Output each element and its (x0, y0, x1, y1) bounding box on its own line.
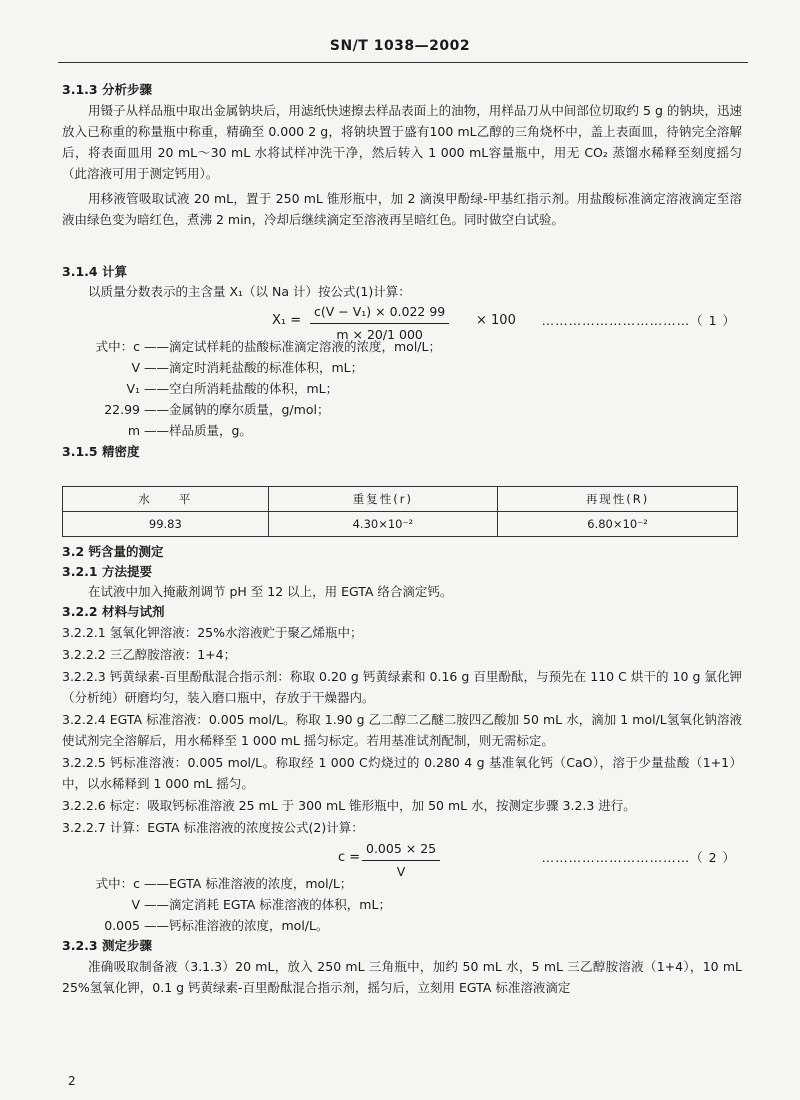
section-heading: 3.2.3 测定步骤 (62, 938, 152, 953)
legend-row (62, 378, 742, 399)
section-heading: 3.1.3 分析步骤 (62, 82, 152, 97)
formula-2 (62, 839, 742, 879)
table-header-row (63, 487, 738, 512)
formula-intro: 以质量分数表示的主含量 X₁（以 Na 计）按公式(1)计算： (88, 284, 411, 299)
legend-symbol: V (131, 360, 140, 375)
table-cell: 4.30×10⁻² (268, 512, 497, 537)
paragraph: 用移液管吸取试液 20 mL，置于 250 mL 锥形瓶中，加 2 滴溴甲酚绿-甲基红指示剂。用盐酸标准滴定溶液滴定至溶液由绿色变为暗红色，煮沸 2 min，冷却后继续滴定至溶液再呈暗红色。同时做空白试验。 (62, 191, 742, 227)
reagent-item: 3.2.2.6 标定：吸取钙标准溶液 25 mL 于 300 mL 锥形瓶中，加 50 mL 水，按测定步骤 3.2.3 进行。 (62, 798, 636, 813)
paragraph: 准确吸取制备液（3.1.3）20 mL，放入 250 mL 三角瓶中，加约 50 mL 水，5 mL 三乙醇胺溶液（1+4），10 mL 25%氢氧化钾，0.1 g 钙黄绿素-百里酚酞混合指示剂，摇匀后，立刻用 EGTA 标准溶液滴定 (62, 959, 742, 995)
paragraph: 用镊子从样品瓶中取出金属钠块后，用滤纸快速擦去样品表面上的油物，用样品刀从中间部位切取约 5 g 的钠块，迅速放入已称重的称量瓶中称重，精确至 0.000 2 g，将钠块置于盛有100 mL乙醇的三角烧杯中，盖上表面皿，待钠完全溶解后，将表面皿用 20 mL～30 mL 水将试样冲洗干净，然后转入 1 000 mL容量瓶中，用无 CO₂ 蒸馏水稀释至刻度摇匀（此溶液可用于测定钙用）。 (62, 103, 742, 181)
reagent-item: 3.2.2.1 氢氧化钾溶液：25%水溶液贮于聚乙烯瓶中； (62, 625, 363, 640)
legend-description: ——滴定时消耗盐酸的标准体积，mL； (144, 360, 364, 375)
table-row (63, 512, 738, 537)
section-3-2 (62, 542, 742, 998)
section-3-1-4 (62, 262, 742, 462)
page-number: 2 (68, 1074, 76, 1088)
reagent-item: 3.2.2.2 三乙醇胺溶液：1+4； (62, 647, 237, 662)
legend-description: ——样品质量，g。 (144, 423, 252, 438)
formula-lhs: X₁ = (272, 313, 302, 328)
formula-lhs: c = (338, 850, 361, 865)
formula-1 (62, 302, 742, 342)
section-heading: 3.1.4 计算 (62, 264, 127, 279)
reagent-item: 3.2.2.4 EGTA 标准溶液：0.005 mol/L。称取 1.90 g 乙二醇二乙醚二胺四乙酸加 50 mL 水，滴加 1 mol/L氢氧化钠溶液使试剂完全溶解后，用水稀释至 1 000 mL 摇匀标定。若用基准试剂配制，则无需标定。 (62, 712, 742, 748)
reagent-item: 3.2.2.5 钙标准溶液：0.005 mol/L。称取经 1 000 C灼烧过的 0.280 4 g 基准氧化钙（CaO），溶于少量盐酸（1+1）中，以水稀释到 1 000 mL 摇匀。 (62, 755, 742, 791)
legend-row (62, 399, 742, 420)
section-heading: 3.2 钙含量的测定 (62, 544, 164, 559)
legend-symbol: 0.005 (104, 918, 140, 933)
section-heading: 3.1.5 精密度 (62, 444, 140, 459)
legend-row (62, 420, 742, 441)
legend-description: ——空白所消耗盐酸的体积，mL； (144, 381, 339, 396)
table-cell: 6.80×10⁻² (498, 512, 738, 537)
reagent-list (62, 622, 742, 838)
legend-row (62, 357, 742, 378)
table-cell: 99.83 (63, 512, 269, 537)
section-heading: 3.2.1 方法提要 (62, 564, 152, 579)
formula-numerator: c(V − V₁) × 0.022 99 (310, 302, 449, 324)
standard-header: SN/T 1038—2002 (329, 38, 471, 54)
legend-description: ——滴定消耗 EGTA 标准溶液的体积，mL； (144, 897, 391, 912)
table-header: 再现性(R) (498, 487, 738, 512)
formula-number: ……………………………（ 2 ） (541, 850, 736, 865)
formula-fraction (310, 302, 449, 345)
header-rule (58, 62, 748, 63)
formula-numerator: 0.005 × 25 (362, 839, 440, 861)
reagent-item: 3.2.2.3 钙黄绿素-百里酚酞混合指示剂：称取 0.20 g 钙黄绿素和 0.16 g 百里酚酞，与预先在 110 C 烘干的 10 g 氯化钾（分析纯）研磨均匀，装入磨口瓶中，存放于干燥器内。 (62, 669, 742, 705)
section-heading: 3.2.2 材料与试剂 (62, 604, 165, 619)
legend-symbol: V (131, 897, 140, 912)
table-header: 重复性(r) (268, 487, 497, 512)
section-3-1-3 (62, 80, 742, 230)
legend-row (62, 894, 742, 915)
legend-description: ——金属钠的摩尔质量，g/mol； (144, 402, 330, 417)
formula-denominator: m × 20/1 000 (336, 327, 423, 342)
precision-table (62, 486, 738, 537)
legend-symbol: V₁ (126, 381, 140, 396)
legend-description: ——钙标准溶液的浓度，mol/L。 (144, 918, 329, 933)
legend-symbol: 式中：c (95, 339, 140, 354)
formula-tail: × 100 (476, 313, 516, 328)
table-header: 水 平 (63, 487, 269, 512)
legend-symbol: 22.99 (104, 402, 140, 417)
legend-row (62, 915, 742, 936)
paragraph: 在试液中加入掩蔽剂调节 pH 至 12 以上，用 EGTA 络合滴定钙。 (88, 584, 453, 599)
legend-symbol: m (127, 423, 140, 438)
formula-legend (62, 873, 742, 936)
legend-symbol: 式中：c (95, 876, 140, 891)
formula-number: ……………………………（ 1 ） (541, 313, 736, 328)
reagent-item: 3.2.2.7 计算：EGTA 标准溶液的浓度按公式(2)计算： (62, 820, 364, 835)
legend-description: ——EGTA 标准溶液的浓度，mol/L； (144, 876, 353, 891)
formula-legend (62, 336, 742, 441)
formula-denominator: V (396, 864, 406, 879)
formula-fraction (362, 839, 440, 882)
legend-description: ——滴定试样耗的盐酸标准滴定溶液的浓度，mol/L； (144, 339, 441, 354)
